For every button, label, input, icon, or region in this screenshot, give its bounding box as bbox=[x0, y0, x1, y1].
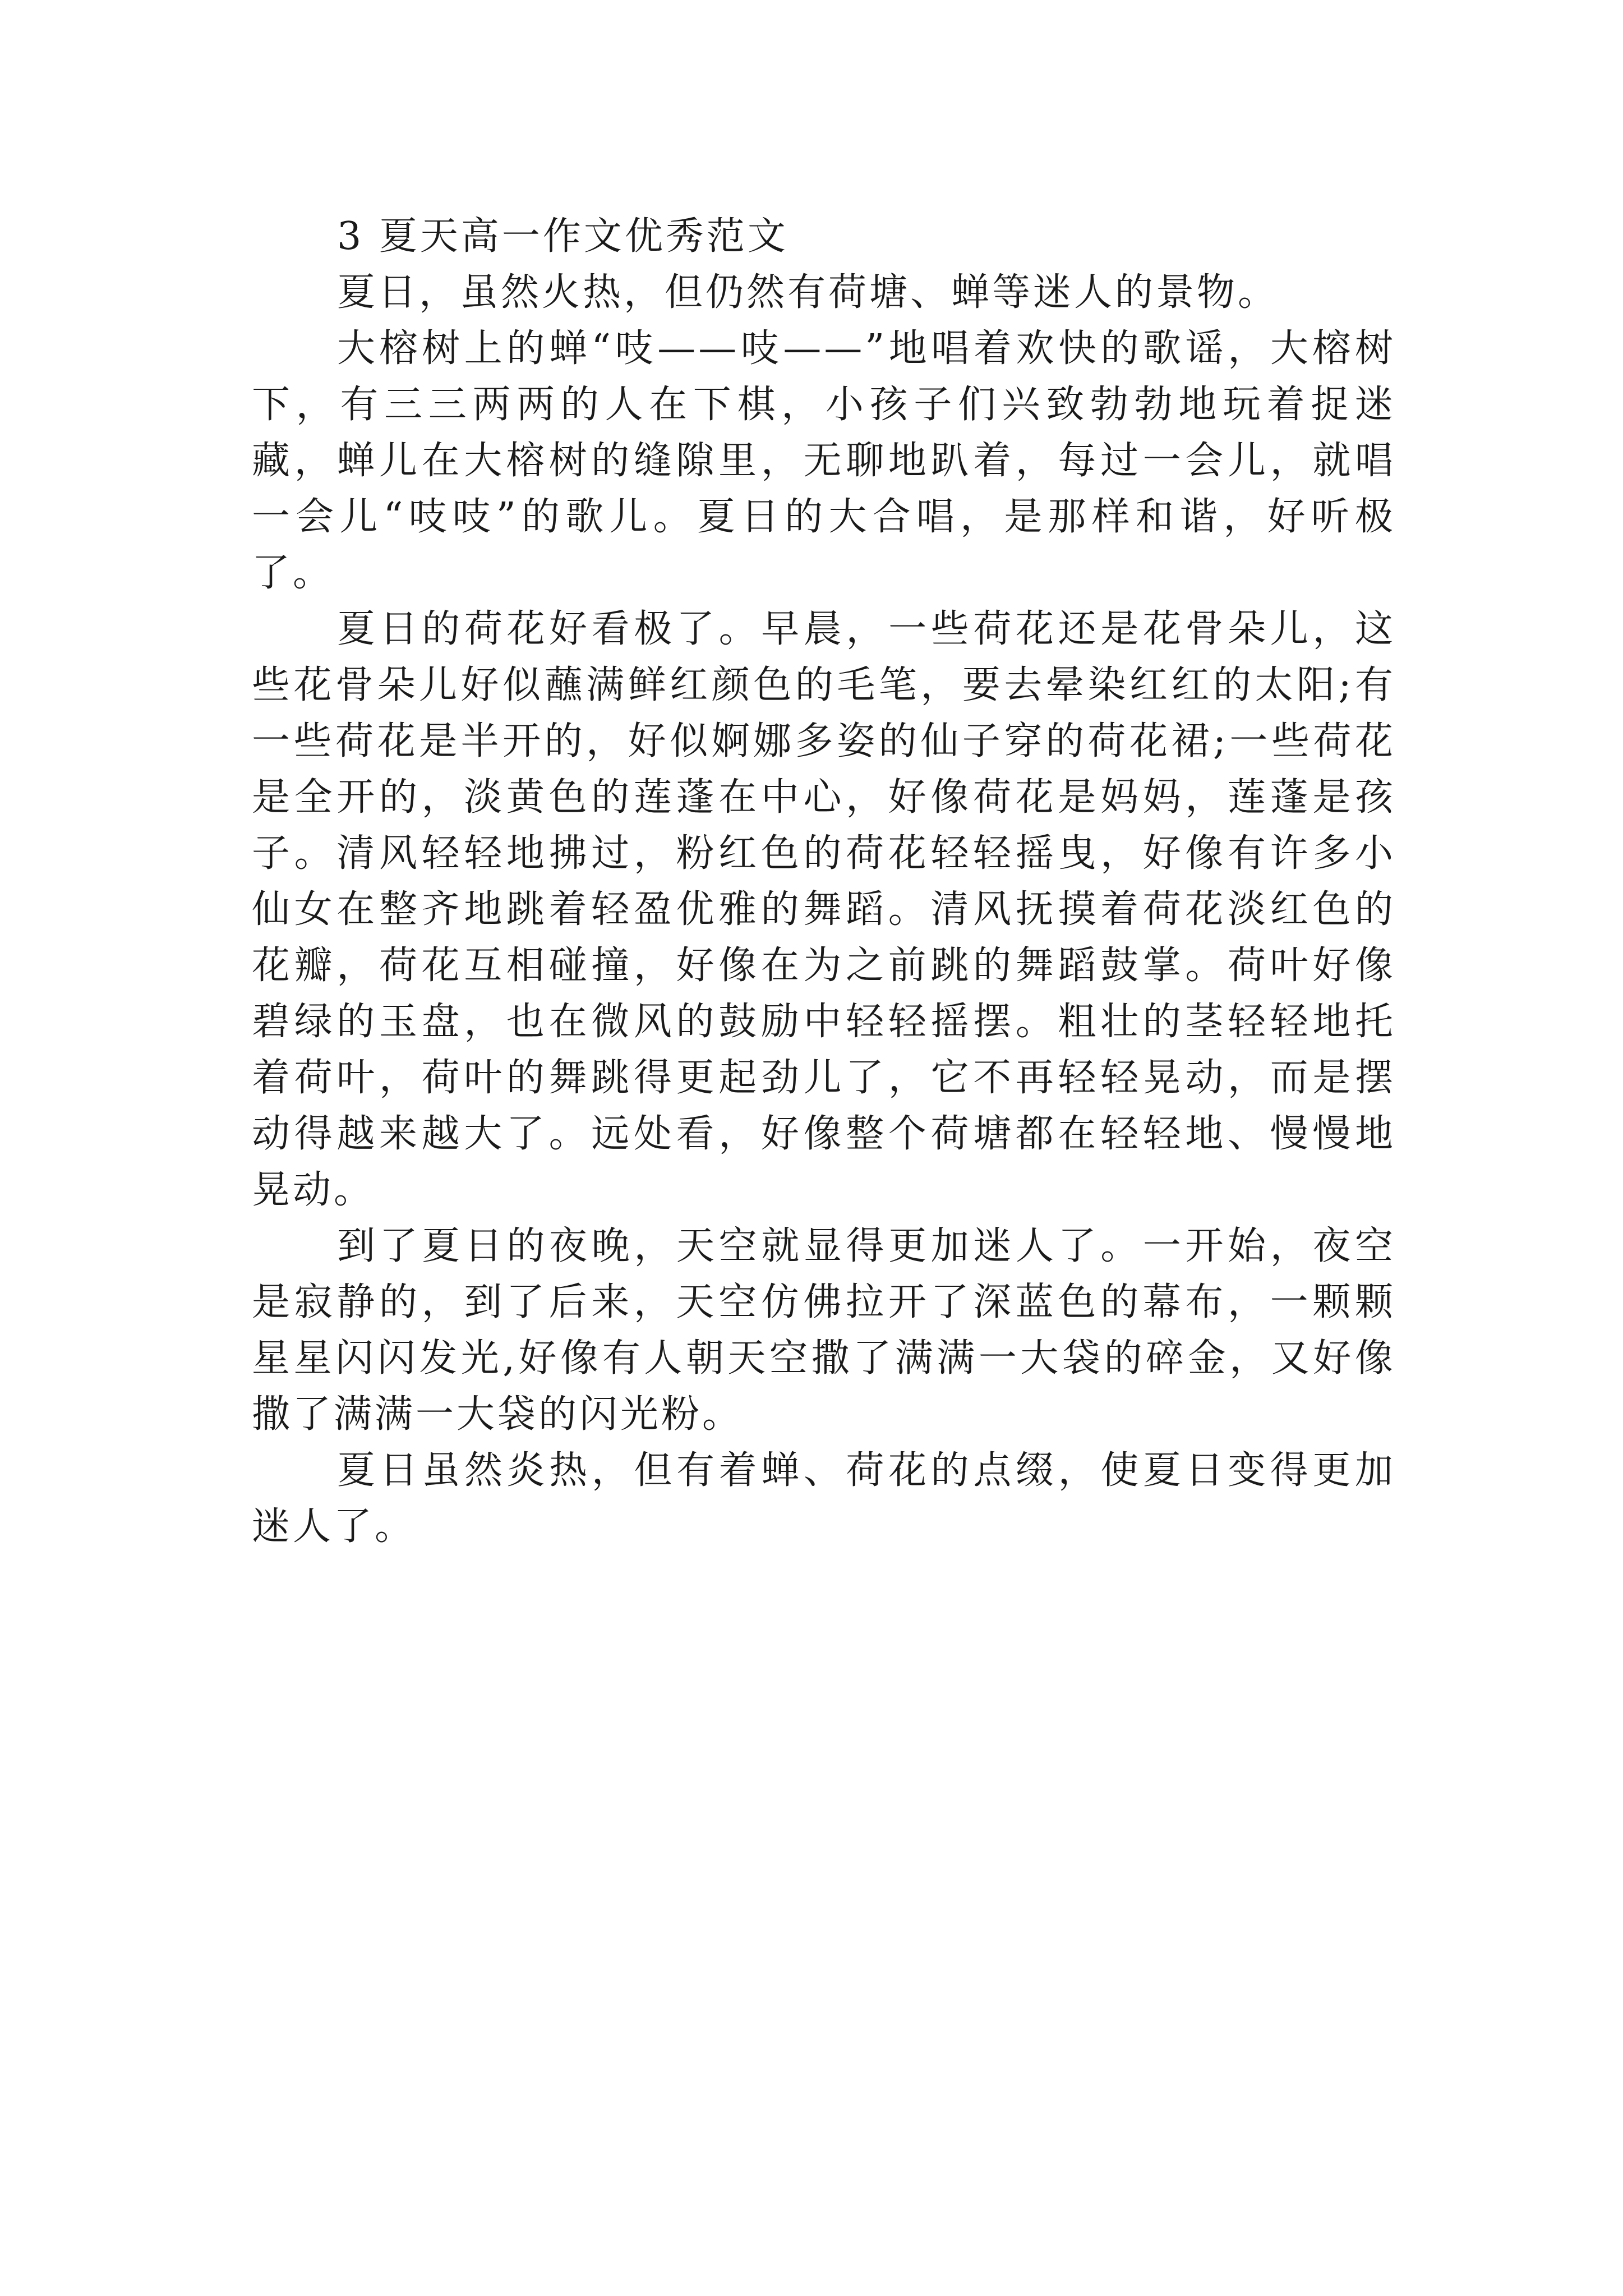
paragraph-lotus: 夏日的荷花好看极了。早晨，一些荷花还是花骨朵儿，这些花骨朵儿好似蘸满鲜红颜色的毛笔，要去晕染红红的太阳;有一些荷花是半开的，好似婀娜多姿的仙子穿的荷花裙;一些荷花是全开的，淡黄色的莲蓬在中心，好像荷花是妈妈，莲蓬是孩子。清风轻轻地拂过，粉红色的荷花轻轻摇曳，好像有许多小仙女在整齐地跳着轻盈优雅的舞蹈。清风抚摸着荷花淡红色的花瓣，荷花互相碰撞，好像在为之前跳的舞蹈鼓掌。荷叶好像碧绿的玉盘，也在微风的鼓励中轻轻摇摆。粗壮的茎轻轻地托着荷叶，荷叶的舞跳得更起劲儿了，它不再轻轻晃动，而是摆动得越来越大了。远处看，好像整个荷塘都在轻轻地、慢慢地晃动。 bbox=[252, 607, 1396, 1212]
paragraph-cicada: 大榕树上的蝉“吱——吱——”地唱着欢快的歌谣，大榕树下，有三三两两的人在下棋，小孩子们兴致勃勃地玩着捉迷藏，蝉儿在大榕树的缝隙里，无聊地趴着，每过一会儿，就唱一会儿“吱吱”的歌儿。夏日的大合唱，是那样和谐，好听极了。 bbox=[252, 326, 1396, 595]
essay-heading: 3 夏天高一作文优秀范文 bbox=[337, 214, 789, 259]
paragraph-night: 到了夏日的夜晚，天空就显得更加迷人了。一开始，夜空是寂静的，到了后来，天空仿佛拉开了深蓝色的幕布，一颗颗星星闪闪发光,好像有人朝天空撒了满满一大袋的碎金，又好像撒了满满一大袋的闪光粉。 bbox=[252, 1224, 1396, 1437]
paragraph-conclusion: 夏日虽然炎热，但有着蝉、荷花的点缀，使夏日变得更加迷人了。 bbox=[252, 1448, 1396, 1549]
document-body bbox=[252, 209, 1396, 1555]
paragraph-intro: 夏日，虽然火热，但仍然有荷塘、蝉等迷人的景物。 bbox=[337, 270, 1279, 315]
